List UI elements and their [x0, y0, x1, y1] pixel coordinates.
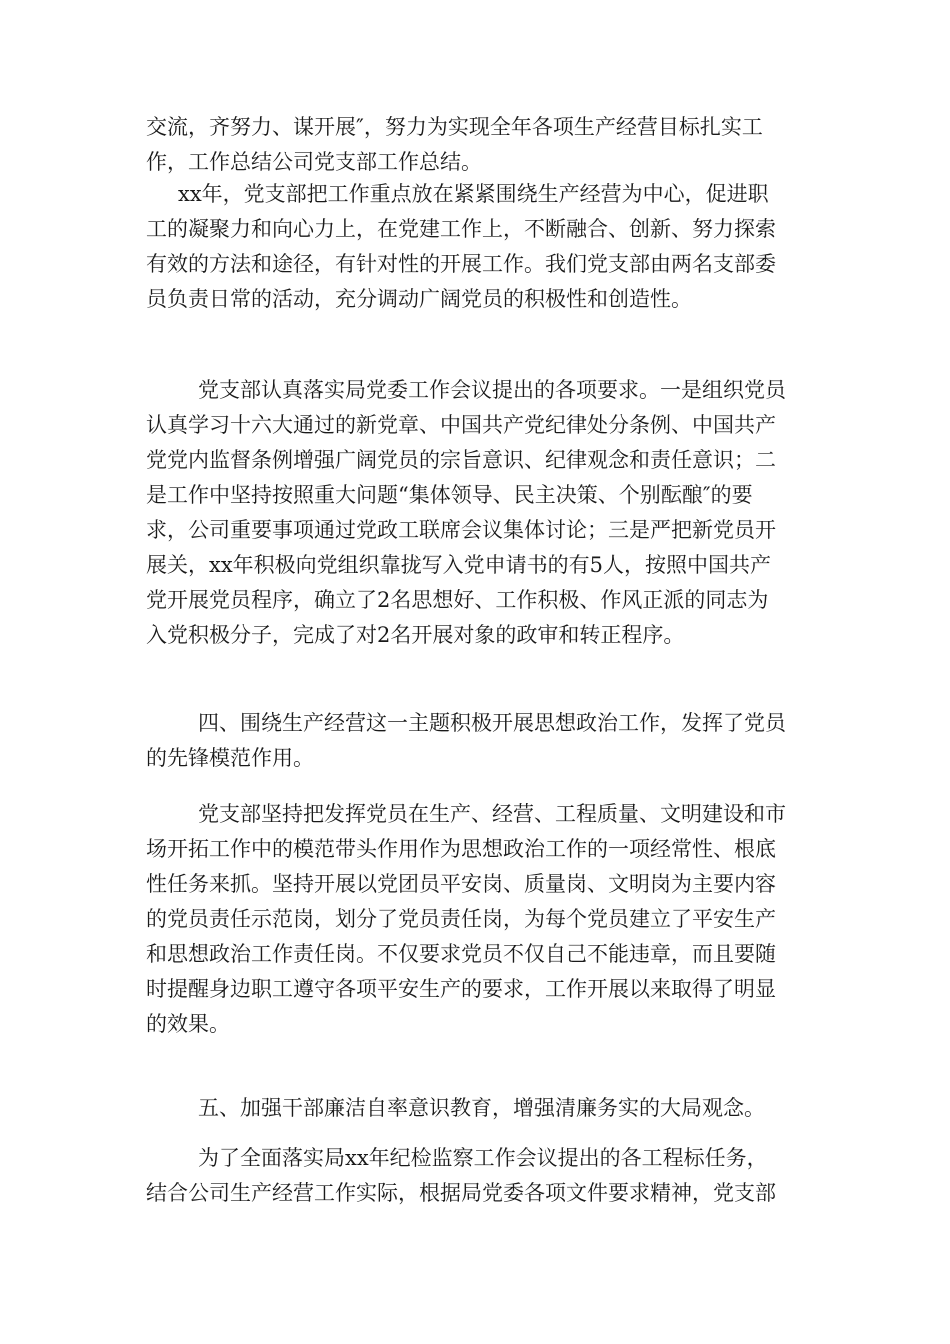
paragraph [146, 1091, 806, 1126]
paragraph [146, 373, 806, 653]
paragraph [146, 797, 806, 1042]
text-line: 求，公司重要事项通过党政工联席会议集体讨论；三是严把新党员开 [146, 518, 776, 542]
paragraph [146, 177, 806, 317]
text-line: 交流，齐努力、谋开展″，努力为实现全年各项生产经营目标扎实工 [146, 115, 763, 139]
text-line: 党开展党员程序，确立了2名思想好、工作积极、作风正派的同志为 [146, 588, 769, 612]
text-line: 党支部认真落实局党委工作会议提出的各项要求。一是组织党员 [198, 378, 786, 402]
text-line: 有效的方法和途径，有针对性的开展工作。我们党支部由两名支部委 [146, 252, 776, 276]
text-line: 结合公司生产经营工作实际，根据局党委各项文件要求精神，党支部 [146, 1181, 776, 1205]
text-line: xx年，党支部把工作重点放在紧紧围绕生产经营为中心，促进职 [178, 182, 769, 206]
text-line: 作，工作总结公司党支部工作总结。 [146, 150, 482, 174]
text-line: 是工作中坚持按照重大问题“集体领导、民主决策、个别酝酿″的要 [146, 483, 753, 507]
text-line: 党党内监督条例增强广阔党员的宗旨意识、纪律观念和责任意识；二 [146, 448, 776, 472]
text-line: 的先锋模范作用。 [146, 746, 314, 770]
text-line: 的党员责任示范岗，划分了党员责任岗，为每个党员建立了平安生产 [146, 907, 776, 931]
text-line: 性任务来抓。坚持开展以党团员平安岗、质量岗、文明岗为主要内容 [146, 872, 776, 896]
text-line: 认真学习十六大通过的新党章、中国共产党纪律处分条例、中国共产 [146, 413, 776, 437]
text-line: 的效果。 [146, 1012, 230, 1036]
text-line: 入党积极分子，完成了对2名开展对象的政审和转正程序。 [146, 623, 685, 647]
text-line: 五、加强干部廉洁自率意识教育，增强清廉务实的大局观念。 [198, 1096, 765, 1120]
text-line: 场开拓工作中的模范带头作用作为思想政治工作的一项经常性、根底 [146, 837, 776, 861]
text-line: 和思想政治工作责任岗。不仅要求党员不仅自己不能违章，而且要随 [146, 942, 776, 966]
text-line: 党支部坚持把发挥党员在生产、经营、工程质量、文明建设和市 [198, 802, 786, 826]
paragraph [146, 706, 806, 776]
text-line: 时提醒身边职工遵守各项平安生产的要求，工作开展以来取得了明显 [146, 977, 776, 1001]
text-line: 为了全面落实局xx年纪检监察工作会议提出的各工程标任务， [198, 1146, 768, 1170]
text-line: 工的凝聚力和向心力上，在党建工作上，不断融合、创新、努力探索 [146, 217, 776, 241]
paragraph [146, 1141, 806, 1211]
paragraph [146, 110, 806, 180]
text-line: 四、围绕生产经营这一主题积极开展思想政治工作，发挥了党员 [198, 711, 786, 735]
text-line: 员负责日常的活动，充分调动广阔党员的积极性和创造性。 [146, 287, 692, 311]
text-line: 展关，xx年积极向党组织靠拢写入党申请书的有5人，按照中国共产 [146, 553, 772, 577]
